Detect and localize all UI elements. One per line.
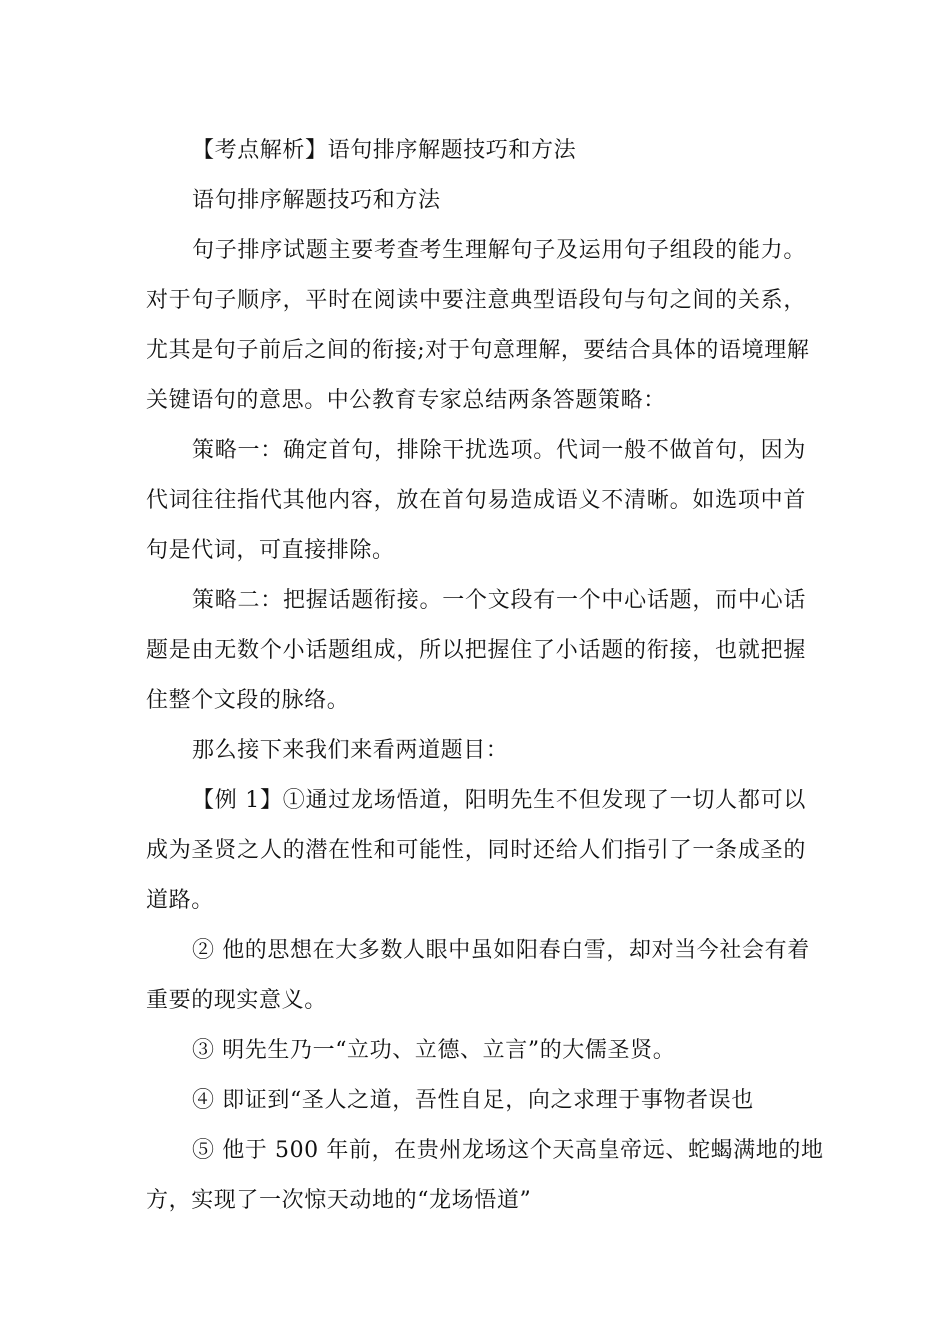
document-subheading: 语句排序解题技巧和方法	[192, 188, 441, 213]
paragraph-line: 代词往往指代其他内容，放在首句易造成语义不清晰。如选项中首	[146, 488, 806, 513]
paragraph-line: 方，实现了一次惊天动地的“龙场悟道”	[146, 1188, 532, 1213]
paragraph-line: ⑤ 他于 500 年前，在贵州龙场这个天高皇帝远、蛇蝎满地的地	[192, 1138, 824, 1163]
paragraph-line: 成为圣贤之人的潜在性和可能性，同时还给人们指引了一条成圣的	[146, 838, 806, 863]
paragraph-line: ② 他的思想在大多数人眼中虽如阳春白雪，却对当今社会有着	[192, 938, 810, 963]
paragraph-line: 那么接下来我们来看两道题目：	[192, 738, 509, 763]
paragraph-line: 尤其是句子前后之间的衔接;对于句意理解，要结合具体的语境理解	[146, 338, 810, 363]
paragraph-line: 重要的现实意义。	[146, 988, 327, 1013]
paragraph-line: 句子排序试题主要考查考生理解句子及运用句子组段的能力。	[192, 238, 806, 263]
paragraph-line: 道路。	[146, 888, 214, 913]
paragraph-line: 策略二：把握话题衔接。一个文段有一个中心话题，而中心话	[192, 588, 806, 613]
paragraph-line: 【例 1】①通过龙场悟道，阳明先生不但发现了一切人都可以	[192, 788, 806, 813]
paragraph-line: 住整个文段的脉络。	[146, 688, 350, 713]
document-heading: 【考点解析】语句排序解题技巧和方法	[192, 138, 577, 163]
paragraph-line: ③ 明先生乃一“立功、立德、立言”的大儒圣贤。	[192, 1038, 676, 1063]
paragraph-line: 句是代词，可直接排除。	[146, 538, 395, 563]
paragraph-line: 策略一：确定首句，排除干扰选项。代词一般不做首句，因为	[192, 438, 806, 463]
paragraph-line: 对于句子顺序，平时在阅读中要注意典型语段句与句之间的关系，	[146, 288, 806, 313]
paragraph-line: 题是由无数个小话题组成，所以把握住了小话题的衔接，也就把握	[146, 638, 806, 663]
paragraph-line: ④ 即证到“圣人之道，吾性自足，向之求理于事物者误也	[192, 1088, 754, 1113]
paragraph-line: 关键语句的意思。中公教育专家总结两条答题策略：	[146, 388, 666, 413]
